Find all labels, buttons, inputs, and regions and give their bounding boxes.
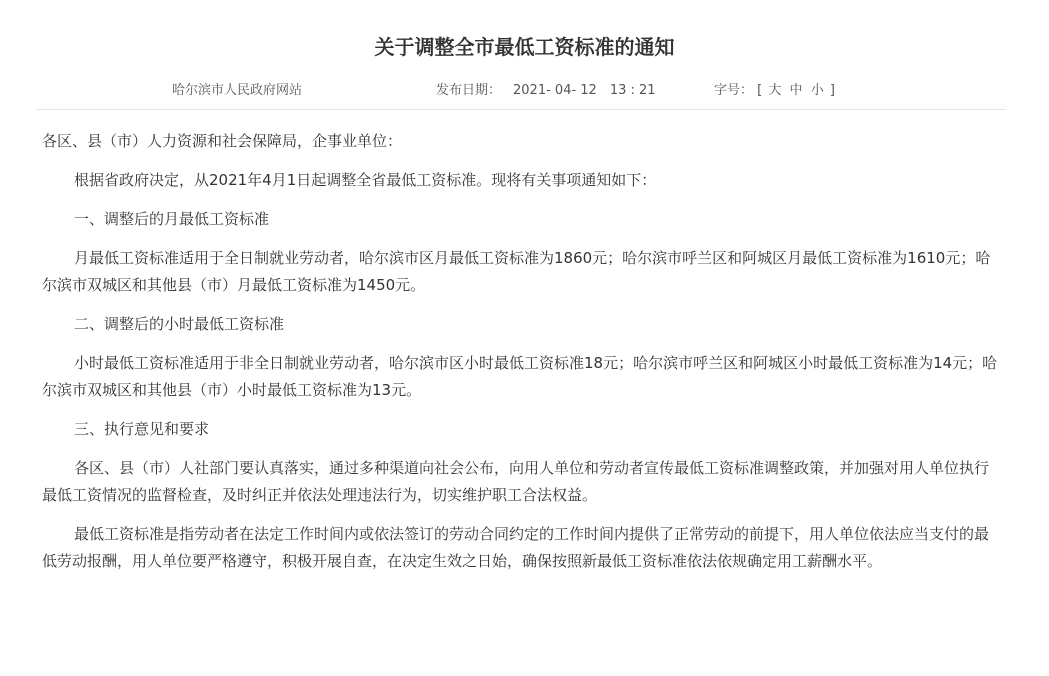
font-size-medium-link[interactable]: 中 (789, 83, 803, 98)
font-size-label: 字号： (714, 83, 754, 98)
article-title: 关于调整全市最低工资标准的通知 (374, 35, 675, 59)
font-size-switcher (714, 80, 835, 102)
publish-date-label: 发布日期： (436, 83, 502, 98)
definition-paragraph: 最低工资标准是指劳动者在法定工作时间内或依法签订的劳动合同约定的工作时间内提供了正常劳动的前提下，用人单位依法应当支付的最低劳动报酬，用人单位要严格遵守，积极开展自查，在决定生效之日始，确保按照新最低工资标准依法依规确定用工薪酬水平。 (42, 525, 990, 570)
section-heading-3: 三、执行意见和要求 (74, 420, 210, 438)
font-size-bracket-close: ] (829, 83, 835, 98)
header-divider (36, 109, 1006, 110)
font-size-bracket-open: [ (757, 83, 763, 98)
article-source: 哈尔滨市人民政府网站 (172, 83, 303, 98)
section-heading-1: 一、调整后的月最低工资标准 (74, 210, 270, 228)
article-meta (0, 80, 1049, 102)
intro-paragraph: 根据省政府决定，从2021年4月1日起调整全省最低工资标准。现将有关事项通知如下： (74, 171, 657, 189)
publish-date (436, 80, 656, 102)
publish-date-value: 2021- 04- 12 13 : 21 (513, 83, 656, 98)
font-size-small-link[interactable]: 小 (810, 83, 824, 98)
font-size-large-link[interactable]: 大 (768, 83, 782, 98)
article-body (42, 128, 1002, 587)
hourly-wage-paragraph: 小时最低工资标准适用于非全日制就业劳动者，哈尔滨市区小时最低工资标准18元；哈尔滨市呼兰区和阿城区小时最低工资标准为14元；哈尔滨市双城区和其他县（市）小时最低工资标准为13元。 (42, 354, 998, 399)
salutation: 各区、县（市）人力资源和社会保障局，企事业单位： (42, 132, 403, 150)
section-heading-2: 二、调整后的小时最低工资标准 (74, 315, 285, 333)
monthly-wage-paragraph: 月最低工资标准适用于全日制就业劳动者，哈尔滨市区月最低工资标准为1860元；哈尔滨市呼兰区和阿城区月最低工资标准为1610元；哈尔滨市双城区和其他县（市）月最低工资标准为1450元。 (42, 249, 991, 294)
requirements-paragraph: 各区、县（市）人社部门要认真落实，通过多种渠道向社会公布，向用人单位和劳动者宣传最低工资标准调整政策，并加强对用人单位执行最低工资情况的监督检查，及时纠正并依法处理违法行为，切实维护职工合法权益。 (42, 459, 990, 504)
